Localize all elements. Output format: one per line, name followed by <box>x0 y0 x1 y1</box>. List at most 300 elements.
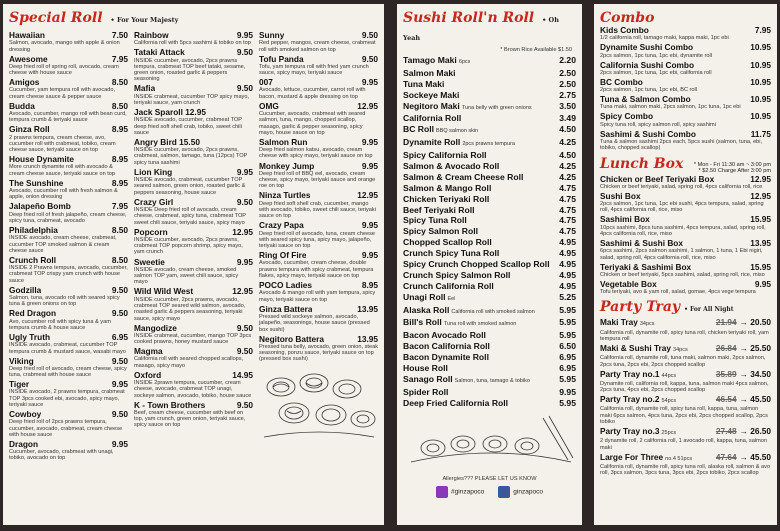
special-roll-item-description: Tofu, yam tempura roll with fried yam crunch sauce, spicy mayo, teriyaki sauce <box>259 63 369 77</box>
lunch-box-item-price: 15.95 <box>750 261 771 272</box>
lunch-box-item-row <box>600 175 771 184</box>
sushi-roll-item-price: 5.95 <box>559 317 576 328</box>
party-tray-item-row <box>600 395 771 406</box>
lunch-box-item <box>600 263 771 279</box>
lunch-box-item-name: Teriyaki & Sashimi Box <box>600 262 692 272</box>
sushi-roll-item-price: 2.50 <box>559 67 576 78</box>
special-roll-item-name: Sweetie <box>134 257 165 267</box>
special-roll-item-name: Ring Of Fire <box>259 251 307 261</box>
special-roll-item-price: 9.50 <box>236 399 253 410</box>
special-roll-item-description: Salmon, tuna, avocado roll with seared spicy tuna & green onions on top <box>9 295 120 308</box>
special-roll-item <box>9 380 128 408</box>
special-roll-item <box>259 281 378 303</box>
special-roll-item <box>9 31 128 53</box>
lunch-box-item-row <box>600 192 771 201</box>
instagram-link[interactable]: #ginzapoco <box>436 486 484 498</box>
combo-item-name: Kids Combo <box>600 26 649 35</box>
special-roll-item-name: Lion King <box>134 167 173 177</box>
sushi-roll-item-price: 5.95 <box>559 330 576 341</box>
sushi-roll-item-price: 2.50 <box>559 78 576 89</box>
lunch-box-item-row <box>600 280 771 289</box>
special-roll-item-description: Avocado, cucumber, cream cheese, double prawns tempura with spicy crabmeat, tempura flakes, spicy mayo, teriyaki sauce on top <box>259 260 374 280</box>
special-roll-column-2 <box>134 31 253 464</box>
sushi-roll-item-name: Sanago Roll Salmon, tuna, tamago & tobiko <box>403 373 530 384</box>
special-roll-item <box>9 226 128 254</box>
special-roll-item-description: Deep fried roll of BBQ eel, avocado, cream cheese, spicy mayo, teriyaki sauce and orange roe on top <box>259 170 376 190</box>
party-tray-old-price: 35.89 <box>715 368 737 379</box>
sushi-roll-item <box>403 374 576 386</box>
special-roll-item-description: Pressed wild sockeye salmon, avocado, jalapeño, seasonings, house sauce (pressed box sushi) <box>259 313 370 333</box>
special-roll-item-row <box>9 155 128 164</box>
special-roll-item-row <box>134 31 253 40</box>
sushi-roll-item-price: 5.95 <box>559 304 576 315</box>
sushi-roll-item-row <box>403 352 576 362</box>
special-roll-item <box>134 228 253 256</box>
sushi-roll-item-price: 6.50 <box>559 341 576 352</box>
sushi-roll-item <box>403 137 576 149</box>
special-roll-item-row <box>9 226 128 235</box>
sushi-roll-item <box>403 205 576 215</box>
special-roll-item <box>9 440 128 462</box>
party-tray-item-pieces: 34pcs <box>639 321 655 328</box>
party-tray-item-price-group <box>713 370 771 379</box>
special-roll-item-row <box>134 324 253 333</box>
special-roll-item-description: INSIDE cucumber, avocado, 2pcs prawns, crabmeat TOP popcorn shrimp, spicy mayo, yam crunch <box>134 236 243 256</box>
party-tray-item-name: Party Tray no.3 25pcs <box>600 427 677 437</box>
party-tray-item-name: Large For Three no.4 51pcs <box>600 452 693 462</box>
lunch-box-item-description: 10pcs sashimi, 8pcs tuna sashimi, 4pcs tempura, salad, spring roll, 4pcs california roll, rice, miso <box>600 224 766 237</box>
sushi-roll-item <box>403 150 576 160</box>
sushi-roll-item-price: 3.49 <box>559 113 576 124</box>
party-tray-item-price-group <box>713 344 771 353</box>
lunch-box-item-price: 12.95 <box>750 173 771 184</box>
combo-list <box>600 26 771 152</box>
special-roll-item-row <box>259 138 378 147</box>
sushi-roll-item <box>403 68 576 78</box>
special-roll-item-description: INSIDE cucumber, avocado, 2pcs prawns tempura, crabmeat TOP beef tataki, sesame, green onion, roasted garlic & peppers seasoning <box>134 57 246 83</box>
sushi-roll-item-row <box>403 90 576 100</box>
party-tray-item-price-group <box>713 395 771 404</box>
sushi-roll-item-price: 4.95 <box>559 248 576 259</box>
special-roll-item-row <box>259 78 378 87</box>
special-roll-item-name: Ginza Roll <box>9 125 50 135</box>
special-roll-item-price: 9.95 <box>361 250 378 261</box>
sushi-roll-item-row <box>403 398 576 408</box>
combo-item <box>600 112 771 128</box>
special-roll-item-price: 8.50 <box>111 254 128 265</box>
special-roll-item <box>9 202 128 224</box>
special-roll-item-description: Deep fried roll of fresh jalapeño, cream cheese, spicy tuna, crabmeat, avocado <box>9 211 127 224</box>
sushi-roll-item-price: 4.25 <box>559 171 576 182</box>
sushi-roll-item <box>403 270 576 280</box>
special-roll-item-row <box>9 309 128 318</box>
sushi-roll-item-price: 4.25 <box>559 137 576 148</box>
special-roll-item <box>134 324 253 346</box>
special-roll-item-price: 9.95 <box>361 160 378 171</box>
special-roll-item <box>9 179 128 201</box>
party-tray-old-price: 27.48 <box>715 426 737 437</box>
special-roll-item-name: Oxford <box>134 370 162 380</box>
sushi-roll-item <box>403 79 576 89</box>
special-roll-item-description: Avocado & mango roll with yam tempura, spicy mayo, teriyaki sauce on top <box>259 290 376 303</box>
sushi-roll-item-name: House Roll <box>403 363 448 374</box>
party-tray-new-price: → 45.50 <box>739 394 771 405</box>
combo-item-row <box>600 43 771 52</box>
lunch-box-item-row <box>600 215 771 224</box>
sushi-roll-item-row <box>403 341 576 351</box>
special-roll-item-description: INSIDE 2prawn tempura, cucumber, cream cheese, avocado, crabmeat TOP unagi, sockeye salmon, avocado, tobiko, house sauce <box>134 380 252 399</box>
sushi-roll-item-note: Tuna roll with smoked salmon <box>443 321 517 328</box>
combo-item-price: 10.95 <box>750 94 771 105</box>
special-roll-item-description: INSIDE avocado, cream cheese, smoked salmon TOP yam, sweet chili sauce, spicy mayo <box>134 266 239 286</box>
special-roll-item-description: INSIDE avocado, cream cheese, crabmeat, cucumber TOP smoked salmon & cream cheese sauce <box>9 235 117 254</box>
sushi-roll-item-note: Salmon, tuna, tamago & tobiko <box>454 377 530 384</box>
party-tray-item-pieces: 25pcs <box>661 430 677 437</box>
special-roll-item-name: Crazy Papa <box>259 221 304 231</box>
special-roll-item-row <box>134 371 253 380</box>
sushi-roll-item <box>403 172 576 182</box>
special-roll-item-name: Tiger <box>9 380 30 390</box>
combo-item-description: 2pcs salmon, 1pc tuna, 1pc ebi, BC roll <box>600 87 698 94</box>
sushi-roll-item-name: Salmon & Avocado Roll <box>403 161 500 172</box>
sushi-roll-item-name: Dynamite Roll 2pcs prawns tempura <box>403 137 515 148</box>
sushi-roll-item-name: Spicy Crunch Chopped Scallop Roll <box>403 259 550 270</box>
special-roll-item-name: Ginza Battera <box>259 304 313 314</box>
special-roll-item <box>134 198 253 226</box>
sushi-roll-item <box>403 387 576 397</box>
special-roll-item-description: Pressed tuna belly, avocado, green onion, steak seasoning, ponzu sauce, teriyaki sauce on top (pressed box sushi) <box>259 343 378 363</box>
sushi-roll-item-row <box>403 113 576 123</box>
lunch-box-item <box>600 192 771 214</box>
sushi-roll-item-row <box>403 79 576 89</box>
special-roll-item-row <box>134 228 253 237</box>
sushi-roll-item-note: 2pcs prawns tempura <box>462 141 515 148</box>
special-roll-item-name: Sunny <box>259 31 285 40</box>
special-roll-item-name: Amigos <box>9 78 40 88</box>
special-roll-item-price: 12.95 <box>357 190 378 201</box>
sushi-roll-item-name: Crunch Spicy Salmon Roll <box>403 269 511 280</box>
party-tray-item-description: California roll, dynamite roll, spicy tuna roll, alaska roll, salmon & avo roll, 3pcs salmon, 3pcs tuna, 3pcs ebi, 2pcs tobiko, 2pcs scallop <box>600 463 771 477</box>
special-roll-item-price: 9.50 <box>236 47 253 58</box>
lunch-box-item-row <box>600 239 771 248</box>
special-roll-item-name: Jack Sparoll 12.95 <box>134 108 206 118</box>
special-roll-item-row <box>9 256 128 265</box>
sushi-roll-item-name: Crunch Spicy Tuna Roll <box>403 248 500 259</box>
sushi-roll-item-row <box>403 226 576 236</box>
special-roll-item-row <box>134 287 253 296</box>
special-roll-item-row <box>9 179 128 188</box>
special-roll-item <box>259 251 378 279</box>
special-roll-item-description: Deep fried roll of spring roll, avocado, cream cheese with house sauce <box>9 63 119 77</box>
special-roll-item <box>9 125 128 153</box>
sushi-roll-item-price: 6.95 <box>559 352 576 363</box>
special-roll-item-name: Dragon <box>9 439 39 449</box>
special-roll-item-description: Avo, cucumber roll with spicy tuna & yam tempura crumb & house sauce <box>9 318 111 331</box>
special-roll-item-name: Popcorn <box>134 227 168 237</box>
sushi-roll-item-price: 4.50 <box>559 150 576 161</box>
facebook-link[interactable]: ginzapoco <box>498 486 543 498</box>
sushi-roll-item <box>403 398 576 408</box>
sushi-roll-item <box>403 305 576 317</box>
special-roll-item <box>259 78 378 100</box>
sushi-roll-item <box>403 194 576 204</box>
combo-item-price: 10.95 <box>750 42 771 53</box>
special-roll-item-description: INSIDE crabmeat, cucumber, mango TOP 3pcs cooked prawns, honey mustard sauce <box>134 332 252 346</box>
special-roll-item-name: Godzilla <box>9 285 42 295</box>
sushi-roll-item-name: Bacon Avocado Roll <box>403 330 486 341</box>
sushi-roll-item-row <box>403 330 576 340</box>
party-tray-old-price: 21.94 <box>715 317 737 328</box>
special-roll-item-row <box>134 48 253 57</box>
special-roll-item <box>9 309 128 331</box>
special-roll-item-row <box>134 401 253 410</box>
party-tray-item-name: Party Tray no.1 44pcs <box>600 369 677 379</box>
special-roll-item <box>9 78 128 100</box>
special-roll-item-description: INSIDE cucumber, 2pcs prawns, avocado, crabmeat TOP seared wild salmon, avocado, roasted garlic & peppers seasoning, teriyaki sauce, spicy mayo <box>134 296 246 322</box>
sushi-roll-item-row <box>403 205 576 215</box>
special-roll-item-name: Budda <box>9 101 35 111</box>
special-roll-item-description: Deep fried roll of 2pcs prawns tempura, cucumber, avocado, crabmeat, cream cheese with house sauce <box>9 419 123 438</box>
special-roll-item <box>9 333 128 355</box>
special-roll-item-row <box>259 221 378 230</box>
special-roll-item-price: 9.50 <box>236 196 253 207</box>
special-roll-item-description: 2 prawns tempura, cream cheese, avo, cucumber roll with crabmeat, tobiko, cream cheese sauce, teriyaki sauce on top <box>9 134 116 154</box>
special-roll-item <box>9 256 128 284</box>
sushi-roll-item-name: Salmon & Cream Cheese Roll <box>403 171 524 182</box>
combo-item-name: BC Combo <box>600 77 643 87</box>
special-roll-item-price: 9.95 <box>236 166 253 177</box>
special-roll-item <box>134 84 253 106</box>
party-tray-item-row <box>600 453 771 464</box>
special-roll-item <box>134 371 253 399</box>
special-roll-item-name: Red Dragon <box>9 309 57 319</box>
special-roll-item-description: INSIDE crabmeat, cucumber TOP spicy mayo, teriyaki sauce, yam crunch <box>134 93 250 106</box>
sushi-roll-item-row <box>403 215 576 225</box>
special-roll-item-description: California roll with 5pcs sashimi & tobiko on top <box>134 40 251 47</box>
sushi-roll-item <box>403 55 576 67</box>
special-roll-item <box>134 287 253 321</box>
special-roll-item-row <box>9 440 128 449</box>
party-tray-subtitle: • For All Night <box>684 306 734 314</box>
instagram-icon <box>436 486 448 498</box>
sushi-roll-item-name: Deep Fried California Roll <box>403 397 509 408</box>
sushi-roll-item-price: 4.95 <box>559 280 576 291</box>
combo-item-description: 1/2 california roll, tamago maki, kappa maki, 1pc ebi <box>600 35 729 42</box>
lunch-box-item-description: 6pcs sashimi, 2pcs salmon sashimi, 1 salmon, 1 tuna, 1 Ebi nigiri, salad, spring roll, 4pcs california roll, rice, miso <box>600 248 763 261</box>
sushi-roll-list <box>403 55 576 408</box>
sushi-roll-item-row <box>403 270 576 280</box>
sushi-roll-item-note: California roll with smoked salmon <box>451 308 535 315</box>
party-tray-old-price: 47.64 <box>715 451 737 462</box>
special-roll-item-name: POCO Ladies <box>259 281 313 291</box>
special-roll-item-price: 8.95 <box>111 177 128 188</box>
special-roll-item-name: Salmon Run <box>259 137 308 147</box>
sushi-roll-item <box>403 317 576 329</box>
special-roll-item-row <box>259 191 378 200</box>
special-roll-item-description: Salmon, avocado, mango with apple & onion dressing <box>9 40 120 53</box>
party-tray-item-name: Maki & Sushi Tray 34pcs <box>600 344 688 354</box>
special-roll-item-name: Hawaiian <box>9 31 45 40</box>
special-roll-item-row <box>134 347 253 356</box>
special-roll-item <box>259 102 378 136</box>
special-roll-item-description: INSIDE avocado, crabmeat, cucumber TOP tempura crumb & mustard sauce, wasabi mayo <box>9 342 126 355</box>
special-roll-item-name: Negitoro Battera <box>259 334 325 344</box>
special-roll-item-name: Awesome <box>9 54 48 64</box>
special-roll-item-row <box>134 138 253 147</box>
sushi-roll-item-price: 9.95 <box>559 386 576 397</box>
special-roll-item-name: Viking <box>9 356 34 366</box>
special-roll-item-name: Jalapeño Bomb <box>9 202 71 212</box>
party-tray-old-price: 26.84 <box>715 343 737 354</box>
sushi-roll-item-price: 3.50 <box>559 100 576 111</box>
special-roll-item-price: 13.95 <box>357 333 378 344</box>
special-roll-item-description: INSIDE cucumber, avocado, 2pcs prawns, crabmeat, salmon, tamago, tuna (12pcs) TOP spicy tuna sashimi <box>134 147 248 166</box>
sushi-roll-item-name: Bacon California Roll <box>403 341 490 352</box>
party-tray-item <box>600 370 771 394</box>
sushi-roll-item <box>403 292 576 304</box>
special-roll-item-name: OMG <box>259 101 279 111</box>
sushi-roll-item <box>403 248 576 258</box>
special-roll-item-price: 9.50 <box>361 53 378 64</box>
special-roll-item-price: 7.95 <box>111 53 128 64</box>
special-roll-item-row <box>259 162 378 171</box>
special-roll-item-name: Tofu Panda <box>259 54 304 64</box>
party-tray-new-price: → 26.50 <box>739 426 771 437</box>
party-tray-item-name: Party Tray no.2 54pcs <box>600 395 677 405</box>
special-roll-title: Special Roll • For Your Majesty <box>9 10 179 26</box>
special-roll-item-row <box>259 55 378 64</box>
sushi-roll-item-price: 4.95 <box>559 237 576 248</box>
combo-item <box>600 43 771 59</box>
sushi-roll-item-name: Spicy Tuna Roll <box>403 215 467 226</box>
lunch-box-item-description: 2pcs salmon, 1pc tuna, 1pc ebi sushi, 4pcs tempura, salad, spring roll, 4pcs california roll, rice, miso <box>600 201 764 214</box>
special-roll-item-row <box>9 55 128 64</box>
special-roll-item-row <box>9 31 128 40</box>
special-roll-item-name: Cowboy <box>9 410 42 420</box>
combo-item-row <box>600 26 771 35</box>
special-roll-item-price: 9.50 <box>236 83 253 94</box>
special-roll-column-3 <box>259 31 378 464</box>
party-tray-item <box>600 453 771 477</box>
special-roll-item-description: Cucumber, avocado, crabmeat with seared salmon, tuna, mango, chopped scallop, masago, garlic & pepper seasoning, spicy mayo, house sauce on top <box>259 110 366 136</box>
special-roll-item-row <box>9 102 128 111</box>
special-roll-item-price: 8.95 <box>111 124 128 135</box>
special-roll-item-name: Rainbow <box>134 31 169 40</box>
special-roll-item-row <box>134 108 253 117</box>
special-roll-item-description: Deep fried roll of avocado, tuna, cream cheese with seared spicy tuna, spicy mayo, jalapeño, teriyaki sauce on top <box>259 230 375 250</box>
special-roll-item-price: 6.95 <box>111 332 128 343</box>
special-roll-item <box>259 335 378 363</box>
lunch-box-item-description: Chicken or beef teriyaki, salad, spring roll, 4pcs california roll, rice <box>600 183 763 190</box>
special-roll-item-name: K - Town Brothers <box>134 400 206 410</box>
sushi-roll-item <box>403 113 576 123</box>
special-roll-item <box>9 102 128 124</box>
special-roll-item-price: 14.95 <box>232 369 253 380</box>
special-roll-item-price: 9.95 <box>361 136 378 147</box>
party-tray-item-row <box>600 427 771 438</box>
party-tray-item-description: California roll, dynamite roll, spicy tuna roll, chicken teriyaki roll, yam tempura roll <box>600 329 769 342</box>
party-tray-new-price: → 20.50 <box>739 317 771 328</box>
combo-item <box>600 26 771 42</box>
lunch-box-item-name: Sashimi & Sushi Box <box>600 239 683 249</box>
party-tray-item-description: 2 dynamite roll, 2 california roll, 1 avocado roll, kappa, tuna, salmon maki <box>600 438 767 451</box>
special-roll-item <box>259 55 378 77</box>
special-roll-item-row <box>134 258 253 267</box>
sushi-roll-item-note: 6pcs <box>458 59 471 65</box>
special-roll-item-description: INSIDE Deep fried roll of avocado, cream cheese, crabmeat, spicy tuna, crabmeat TOP sweet chili sauce, teriyaki sauce, spicy mayo <box>134 206 246 226</box>
lunch-box-item-name: Chicken or Beef Teriyaki Box <box>600 174 715 184</box>
party-tray-item-name: Maki Tray 34pcs <box>600 318 655 328</box>
sushi-roll-item-price: 4.25 <box>559 161 576 172</box>
sushi-roll-item <box>403 352 576 362</box>
party-tray-item-pieces: 44pcs <box>661 372 677 379</box>
special-roll-item-row <box>259 305 378 314</box>
sushi-roll-item <box>403 161 576 171</box>
special-roll-item-name: 007 <box>259 78 273 88</box>
special-roll-item-row <box>134 168 253 177</box>
sushi-roll-item-name: Alaska Roll California roll with smoked salmon <box>403 304 535 315</box>
special-roll-item-name: Mangodize <box>134 323 177 333</box>
special-roll-item <box>134 31 253 47</box>
special-roll-item <box>134 347 253 369</box>
sushi-roll-item <box>403 281 576 291</box>
special-roll-item-row <box>9 333 128 342</box>
lunch-box-item-price: 12.95 <box>750 190 771 201</box>
special-roll-item <box>9 357 128 379</box>
special-roll-item-name: Angry Bird 15.50 <box>134 137 200 147</box>
special-roll-item-row <box>259 31 378 40</box>
sushi-roll-item-row <box>403 292 576 304</box>
sushi-roll-item-price: 4.75 <box>559 193 576 204</box>
special-roll-item-row <box>9 125 128 134</box>
sushi-roll-item-price: 4.50 <box>559 124 576 135</box>
sushi-roll-item-name: Tamago Maki 6pcs <box>403 55 471 65</box>
special-roll-item-price: 9.95 <box>111 438 128 449</box>
party-tray-new-price: → 25.50 <box>739 343 771 354</box>
sushi-roll-item-name: Sockeye Maki <box>403 89 460 100</box>
special-roll-item-price: 9.95 <box>236 256 253 267</box>
sushi-roll-item-row <box>403 150 576 160</box>
sushi-roll-item-price: 5.95 <box>559 373 576 384</box>
special-roll-item-name: Ninza Turtles <box>259 191 311 201</box>
sushi-roll-item-name: Spicy California Roll <box>403 150 487 161</box>
special-roll-item-name: The Sunshine <box>9 178 64 188</box>
sushi-roll-item-price: 4.75 <box>559 226 576 237</box>
sushi-roll-item-name: Negitoro Maki Tuna belly with green onions <box>403 100 532 111</box>
special-roll-item-description: INSIDE avocado, crabmeat, cucumber TOP seared salmon, green onion, roasted garlic & peppers seasoning, house sauce <box>134 177 246 196</box>
sushi-roll-item-price: 4.75 <box>559 215 576 226</box>
special-roll-item-price: 12.95 <box>357 100 378 111</box>
special-roll-item-row <box>9 202 128 211</box>
special-roll-item-name: Tataki Attack <box>134 48 185 58</box>
special-roll-item-price: 8.50 <box>111 100 128 111</box>
sushi-roll-item-name: Tuna Maki <box>403 78 445 89</box>
sushi-roll-item-price: 4.95 <box>559 259 576 270</box>
combo-item-name: Tuna & Salmon Combo <box>600 95 691 105</box>
party-tray-item-row <box>600 344 771 355</box>
special-roll-item-name: Wild Wild West <box>134 287 194 297</box>
sushi-roll-item-row <box>403 68 576 78</box>
party-tray-item-row <box>600 318 771 329</box>
special-roll-item-name: Crunch Roll <box>9 255 57 265</box>
combo-item-name: California Sushi Combo <box>600 60 695 70</box>
special-roll-item-description: California roll with seared chopped scallops, masago, spicy mayo <box>134 356 244 369</box>
sushi-roll-item-name: Salmon & Mango Roll <box>403 182 492 193</box>
lunch-box-item-description: Tofu teriyaki, avo & yam roll, salad, gomae, 4pcs vege tempura <box>600 289 756 296</box>
combo-item-name: Sashimi & Sushi Combo <box>600 129 696 139</box>
sushi-sketch-illustration <box>259 367 378 445</box>
special-roll-item-price: 9.50 <box>236 346 253 357</box>
